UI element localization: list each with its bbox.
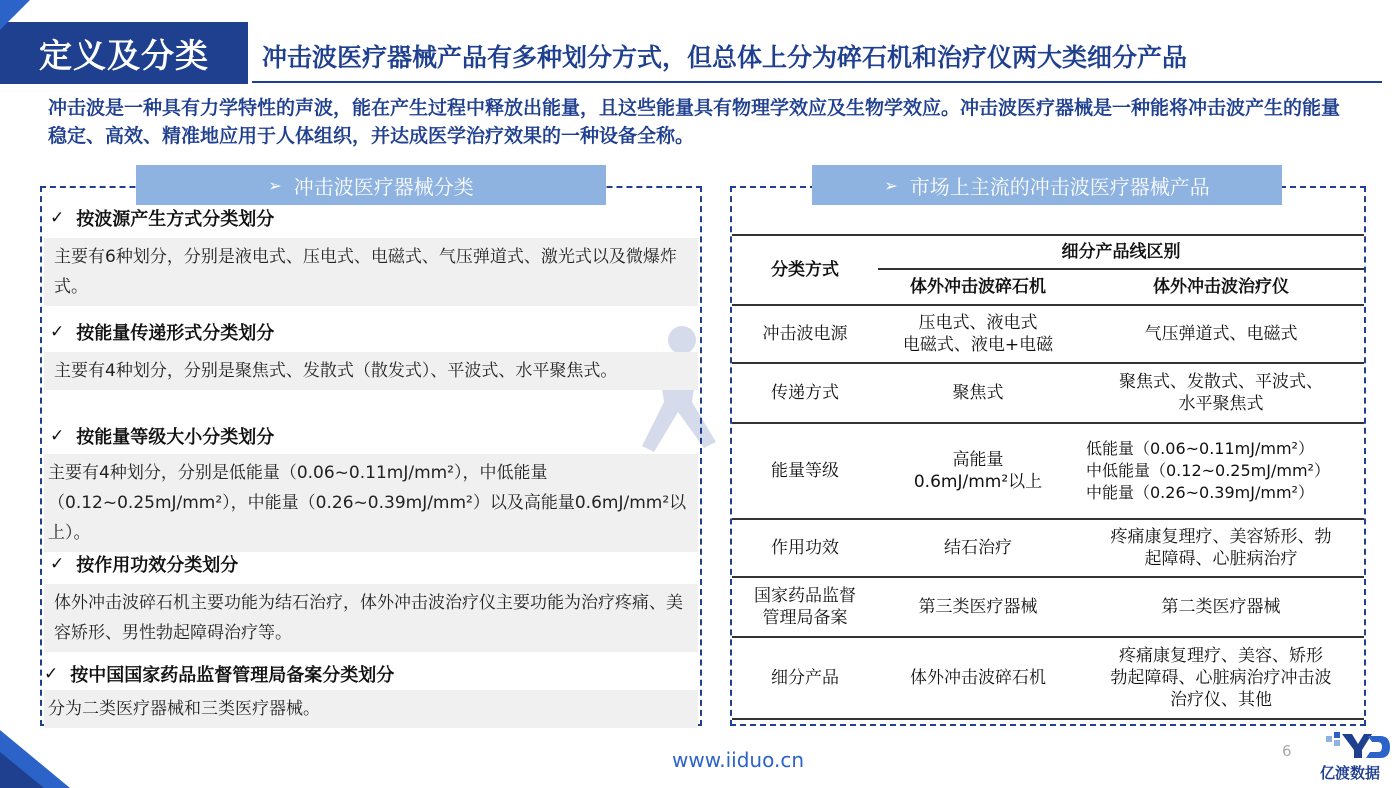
- cell-therapy: 疼痛康复理疗、美容矫形、勃 起障碍、心脏病治疗: [1078, 519, 1364, 577]
- category-energy-transfer: ✓ 按能量传递形式分类划分 主要有4种划分，分别是聚焦式、发散式（散发式）、平波式、水平聚焦式。: [44, 318, 698, 390]
- header-method: 分类方式: [732, 235, 878, 305]
- table-row: [732, 519, 1364, 577]
- header-divider: [252, 81, 1382, 83]
- arrow-right-icon: ➢: [884, 175, 898, 195]
- cell-therapy: 疼痛康复理疗、美容、矫形 勃起障碍、心脏病治疗冲击波 治疗仪、其他: [1078, 637, 1364, 719]
- category-wave-source: ✓ 按波源产生方式分类划分 主要有6种划分，分别是液电式、压电式、电磁式、气压弹道式、激光式以及微爆炸式。: [44, 204, 698, 306]
- cell-therapy: 气压弹道式、电磁式: [1078, 305, 1364, 363]
- cell-method: 作用功效: [732, 519, 878, 577]
- check-icon: ✓: [50, 426, 65, 446]
- cell-method: 冲击波电源: [732, 305, 878, 363]
- header-lithotripter: 体外冲击波碎石机: [878, 269, 1078, 305]
- cell-therapy: 聚焦式、发散式、平波式、 水平聚焦式: [1078, 363, 1364, 423]
- section-tag: 定义及分类: [0, 22, 248, 84]
- cell-lithotripter: 体外冲击波碎石机: [878, 637, 1078, 719]
- cell-method: 国家药品监督 管理局备案: [732, 577, 878, 637]
- cell-lithotripter: 压电式、液电式 电磁式、液电+电磁: [878, 305, 1078, 363]
- arrow-right-icon: ➢: [268, 175, 282, 195]
- product-comparison-table: [732, 234, 1364, 720]
- category-description: 体外冲击波碎石机主要功能为结石治疗，体外冲击波治疗仪主要功能为治疗疼痛、美容矫形、男性勃起障碍治疗等。: [44, 584, 698, 652]
- table-row: [732, 637, 1364, 719]
- check-icon: ✓: [50, 208, 65, 228]
- category-description: 主要有4种划分，分别是低能量（0.06~0.11mJ/mm²），中低能量（0.12~0.25mJ/mm²），中能量（0.26~0.39mJ/mm²）以及高能量0.6mJ/mm²以上）。: [44, 454, 698, 552]
- category-description: 主要有6种划分，分别是液电式、压电式、电磁式、气压弹道式、激光式以及微爆炸式。: [44, 238, 698, 306]
- corner-stripe-decoration: [0, 730, 70, 788]
- check-icon: ✓: [50, 322, 65, 342]
- intro-paragraph: 冲击波是一种具有力学特性的声波，能在产生过程中释放出能量，且这些能量具有物理学效应及生物学效应。冲击波医疗器械是一种能将冲击波产生的能量稳定、高效、精准地应用于人体组织，并达成医学治疗效果的一种设备全称。: [48, 97, 1341, 147]
- table-row: [732, 423, 1364, 519]
- table-row: [732, 363, 1364, 423]
- cell-lithotripter: 聚焦式: [878, 363, 1078, 423]
- page-number: 6: [1282, 742, 1292, 760]
- cell-therapy: 低能量（0.06~0.11mJ/mm²） 中低能量（0.12~0.25mJ/mm²） 中能量（0.26~0.39mJ/mm²）: [1078, 423, 1364, 519]
- corner-decoration: [0, 0, 30, 30]
- cell-method: 细分产品: [732, 637, 878, 719]
- cell-lithotripter: 结石治疗: [878, 519, 1078, 577]
- classification-panel-tab: ➢ 冲击波医疗器械分类: [136, 165, 606, 205]
- table-row: [732, 305, 1364, 363]
- cell-method: 传递方式: [732, 363, 878, 423]
- cell-therapy: 第二类医疗器械: [1078, 577, 1364, 637]
- company-logo-text: 亿渡数据: [1320, 764, 1381, 782]
- page-headline: 冲击波医疗器械产品有多种划分方式，但总体上分为碎石机和治疗仪两大类细分产品: [262, 43, 1188, 72]
- category-nmpa: ✓ 按中国国家药品监督管理局备案分类划分 分为二类医疗器械和三类医疗器械。: [44, 660, 698, 728]
- category-description: 分为二类医疗器械和三类医疗器械。: [44, 690, 698, 728]
- products-panel-tab: ➢ 市场上主流的冲击波医疗器械产品: [812, 165, 1282, 205]
- cell-method: 能量等级: [732, 423, 878, 519]
- check-icon: ✓: [50, 554, 65, 574]
- header-group: 细分产品线区别: [878, 235, 1364, 269]
- check-icon: ✓: [44, 664, 59, 684]
- category-function: ✓ 按作用功效分类划分 体外冲击波碎石机主要功能为结石治疗，体外冲击波治疗仪主要功能为治疗疼痛、美容矫形、男性勃起障碍治疗等。: [44, 550, 698, 652]
- category-energy-level: ✓ 按能量等级大小分类划分 主要有4种划分，分别是低能量（0.06~0.11mJ/mm²），中低能量（0.12~0.25mJ/mm²），中能量（0.26~0.39mJ/mm²）以及高能量0.6mJ/mm²以上）。: [44, 422, 698, 552]
- table-row: [732, 577, 1364, 637]
- category-description: 主要有4种划分，分别是聚焦式、发散式（散发式）、平波式、水平聚焦式。: [44, 352, 698, 390]
- cell-lithotripter: 高能量 0.6mJ/mm²以上: [878, 423, 1078, 519]
- cell-lithotripter: 第三类医疗器械: [878, 577, 1078, 637]
- header-therapy: 体外冲击波治疗仪: [1078, 269, 1364, 305]
- website-link[interactable]: www.iiduo.cn: [672, 748, 804, 772]
